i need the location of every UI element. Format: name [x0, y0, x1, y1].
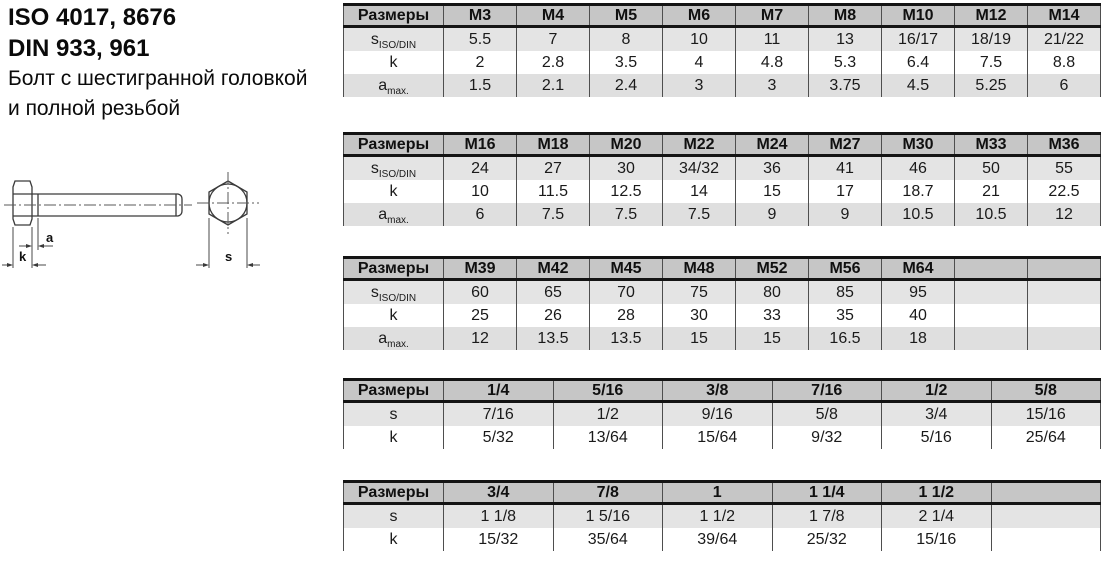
- value-cell: 28: [590, 304, 663, 327]
- column-header: M20: [590, 134, 663, 156]
- value-cell: 4.8: [736, 51, 809, 74]
- data-row: [344, 402, 1101, 427]
- value-cell: 25/32: [772, 528, 882, 551]
- value-cell: 8: [590, 27, 663, 52]
- column-header: M30: [882, 134, 955, 156]
- value-cell: 1/2: [553, 402, 663, 427]
- dim-s-label: s: [225, 249, 233, 264]
- data-row: [344, 51, 1101, 74]
- value-cell: [955, 327, 1028, 350]
- bolt-head-outline: [13, 181, 32, 225]
- value-cell: 7/16: [444, 402, 554, 427]
- data-row: [344, 304, 1101, 327]
- header-row: [344, 258, 1101, 280]
- value-cell: 39/64: [663, 528, 773, 551]
- column-header: M52: [736, 258, 809, 280]
- column-header: M3: [444, 5, 517, 27]
- value-cell: 24: [444, 156, 517, 181]
- value-cell: 25/64: [991, 426, 1101, 449]
- value-cell: 34/32: [663, 156, 736, 181]
- value-cell: 9/32: [772, 426, 882, 449]
- column-header: 3/8: [663, 380, 773, 402]
- value-cell: 13.5: [590, 327, 663, 350]
- value-cell: [1028, 304, 1101, 327]
- value-cell: 75: [663, 280, 736, 305]
- value-cell: 2 1/4: [882, 504, 992, 529]
- value-cell: 50: [955, 156, 1028, 181]
- value-cell: [1028, 327, 1101, 350]
- size-table-1: [343, 3, 1101, 97]
- dim-s-arrow-left: [203, 263, 209, 267]
- value-cell: 7.5: [590, 203, 663, 226]
- value-cell: 21/22: [1028, 27, 1101, 52]
- product-description-line1: Болт с шестигранной головкой: [8, 67, 308, 90]
- column-header: 1/2: [882, 380, 992, 402]
- value-cell: 16/17: [882, 27, 955, 52]
- value-cell: 5.3: [809, 51, 882, 74]
- row-label: s: [344, 402, 444, 427]
- value-cell: [955, 304, 1028, 327]
- dim-k-arrow-right: [32, 263, 38, 267]
- column-header: M5: [590, 5, 663, 27]
- size-table-3: [343, 256, 1101, 350]
- size-table-5: [343, 480, 1101, 551]
- value-cell: 3/4: [882, 402, 992, 427]
- column-header: [991, 482, 1101, 504]
- value-cell: 27: [517, 156, 590, 181]
- value-cell: 55: [1028, 156, 1101, 181]
- value-cell: 3.5: [590, 51, 663, 74]
- row-label: k: [344, 426, 444, 449]
- header-row: [344, 380, 1101, 402]
- value-cell: 6: [444, 203, 517, 226]
- column-header: [1028, 258, 1101, 280]
- column-header: M6: [663, 5, 736, 27]
- table-header-label: Размеры: [344, 482, 444, 504]
- value-cell: 9: [809, 203, 882, 226]
- size-table-2: [343, 132, 1101, 226]
- value-cell: 26: [517, 304, 590, 327]
- table-header-label: Размеры: [344, 380, 444, 402]
- column-header: 1/4: [444, 380, 554, 402]
- value-cell: 85: [809, 280, 882, 305]
- column-header: M56: [809, 258, 882, 280]
- header-row: [344, 134, 1101, 156]
- value-cell: 4.5: [882, 74, 955, 97]
- dim-k-arrow-left: [7, 263, 13, 267]
- value-cell: 3: [736, 74, 809, 97]
- dim-a-arrow-left: [26, 244, 32, 248]
- value-cell: 3.75: [809, 74, 882, 97]
- value-cell: 12: [1028, 203, 1101, 226]
- data-row: [344, 74, 1101, 97]
- value-cell: 33: [736, 304, 809, 327]
- value-cell: 80: [736, 280, 809, 305]
- value-cell: 4: [663, 51, 736, 74]
- standard-din-title: DIN 933, 961: [8, 35, 150, 62]
- size-table-4: [343, 378, 1101, 449]
- row-label: k: [344, 180, 444, 203]
- value-cell: 15: [663, 327, 736, 350]
- column-header: 7/8: [553, 482, 663, 504]
- value-cell: 13/64: [553, 426, 663, 449]
- column-header: M45: [590, 258, 663, 280]
- value-cell: 2.1: [517, 74, 590, 97]
- value-cell: 5.5: [444, 27, 517, 52]
- column-header: M48: [663, 258, 736, 280]
- bolt-technical-drawing: [0, 160, 300, 300]
- data-row: [344, 426, 1101, 449]
- column-header: M36: [1028, 134, 1101, 156]
- column-header: 1 1/2: [882, 482, 992, 504]
- value-cell: [991, 528, 1101, 551]
- data-row: [344, 27, 1101, 52]
- value-cell: 8.8: [1028, 51, 1101, 74]
- row-label: $s_{ISO/DIN}$: [344, 156, 444, 181]
- column-header: M64: [882, 258, 955, 280]
- value-cell: 2: [444, 51, 517, 74]
- value-cell: 13.5: [517, 327, 590, 350]
- value-cell: 12: [444, 327, 517, 350]
- row-label: s: [344, 504, 444, 529]
- column-header: M7: [736, 5, 809, 27]
- standard-iso-title: ISO 4017, 8676: [8, 4, 177, 31]
- value-cell: 10: [663, 27, 736, 52]
- value-cell: 18/19: [955, 27, 1028, 52]
- value-cell: [1028, 280, 1101, 305]
- row-label: $a_{max.}$: [344, 74, 444, 97]
- value-cell: 1 5/16: [553, 504, 663, 529]
- column-header: 5/8: [991, 380, 1101, 402]
- row-label: $a_{max.}$: [344, 327, 444, 350]
- column-header: M16: [444, 134, 517, 156]
- column-header: M42: [517, 258, 590, 280]
- column-header: M4: [517, 5, 590, 27]
- data-row: [344, 156, 1101, 181]
- value-cell: 5/8: [772, 402, 882, 427]
- column-header: M39: [444, 258, 517, 280]
- value-cell: 2.4: [590, 74, 663, 97]
- column-header: M24: [736, 134, 809, 156]
- table-header-label: Размеры: [344, 134, 444, 156]
- value-cell: 10.5: [882, 203, 955, 226]
- data-row: [344, 280, 1101, 305]
- value-cell: 35/64: [553, 528, 663, 551]
- column-header: M33: [955, 134, 1028, 156]
- dim-a-label: a: [46, 230, 54, 245]
- value-cell: 11.5: [517, 180, 590, 203]
- data-row: [344, 203, 1101, 226]
- value-cell: 16.5: [809, 327, 882, 350]
- value-cell: 15/32: [444, 528, 554, 551]
- value-cell: 17: [809, 180, 882, 203]
- value-cell: 15: [736, 180, 809, 203]
- column-header: M12: [955, 5, 1028, 27]
- column-header: M18: [517, 134, 590, 156]
- column-header: 7/16: [772, 380, 882, 402]
- row-label: k: [344, 51, 444, 74]
- header-row: [344, 5, 1101, 27]
- table-header-label: Размеры: [344, 5, 444, 27]
- value-cell: 60: [444, 280, 517, 305]
- value-cell: 30: [663, 304, 736, 327]
- value-cell: 18: [882, 327, 955, 350]
- value-cell: 7.5: [663, 203, 736, 226]
- value-cell: 9: [736, 203, 809, 226]
- value-cell: 22.5: [1028, 180, 1101, 203]
- column-header: 1: [663, 482, 773, 504]
- value-cell: 25: [444, 304, 517, 327]
- column-header: 5/16: [553, 380, 663, 402]
- value-cell: 7.5: [955, 51, 1028, 74]
- row-label: $s_{ISO/DIN}$: [344, 280, 444, 305]
- value-cell: 30: [590, 156, 663, 181]
- value-cell: 18.7: [882, 180, 955, 203]
- column-header: M22: [663, 134, 736, 156]
- dim-k-label: k: [19, 249, 27, 264]
- header-row: [344, 482, 1101, 504]
- value-cell: 40: [882, 304, 955, 327]
- value-cell: 3: [663, 74, 736, 97]
- value-cell: 11: [736, 27, 809, 52]
- data-row: [344, 180, 1101, 203]
- table-header-label: Размеры: [344, 258, 444, 280]
- value-cell: 10: [444, 180, 517, 203]
- value-cell: 12.5: [590, 180, 663, 203]
- value-cell: 5.25: [955, 74, 1028, 97]
- value-cell: 15/64: [663, 426, 773, 449]
- column-header: M10: [882, 5, 955, 27]
- data-row: [344, 528, 1101, 551]
- column-header: [955, 258, 1028, 280]
- column-header: M27: [809, 134, 882, 156]
- value-cell: 15/16: [991, 402, 1101, 427]
- value-cell: 7: [517, 27, 590, 52]
- title-block: [8, 2, 307, 124]
- value-cell: 5/32: [444, 426, 554, 449]
- value-cell: 9/16: [663, 402, 773, 427]
- value-cell: 36: [736, 156, 809, 181]
- value-cell: 35: [809, 304, 882, 327]
- row-label: $s_{ISO/DIN}$: [344, 27, 444, 52]
- value-cell: 1.5: [444, 74, 517, 97]
- column-header: M14: [1028, 5, 1101, 27]
- value-cell: 13: [809, 27, 882, 52]
- column-header: M8: [809, 5, 882, 27]
- value-cell: 70: [590, 280, 663, 305]
- column-header: 1 1/4: [772, 482, 882, 504]
- value-cell: 14: [663, 180, 736, 203]
- value-cell: 65: [517, 280, 590, 305]
- value-cell: 21: [955, 180, 1028, 203]
- value-cell: 1 1/8: [444, 504, 554, 529]
- value-cell: 1 1/2: [663, 504, 773, 529]
- value-cell: 41: [809, 156, 882, 181]
- value-cell: 7.5: [517, 203, 590, 226]
- row-label: $a_{max.}$: [344, 203, 444, 226]
- value-cell: 15/16: [882, 528, 992, 551]
- dim-s-arrow-right: [247, 263, 253, 267]
- value-cell: 6.4: [882, 51, 955, 74]
- data-row: [344, 504, 1101, 529]
- value-cell: 6: [1028, 74, 1101, 97]
- value-cell: 15: [736, 327, 809, 350]
- value-cell: 1 7/8: [772, 504, 882, 529]
- row-label: k: [344, 528, 444, 551]
- value-cell: 2.8: [517, 51, 590, 74]
- column-header: 3/4: [444, 482, 554, 504]
- data-row: [344, 327, 1101, 350]
- value-cell: 5/16: [882, 426, 992, 449]
- dim-a-arrow-right: [38, 244, 44, 248]
- product-description-line2: и полной резьбой: [8, 97, 181, 120]
- value-cell: [991, 504, 1101, 529]
- row-label: k: [344, 304, 444, 327]
- value-cell: 46: [882, 156, 955, 181]
- value-cell: 10.5: [955, 203, 1028, 226]
- value-cell: 95: [882, 280, 955, 305]
- value-cell: [955, 280, 1028, 305]
